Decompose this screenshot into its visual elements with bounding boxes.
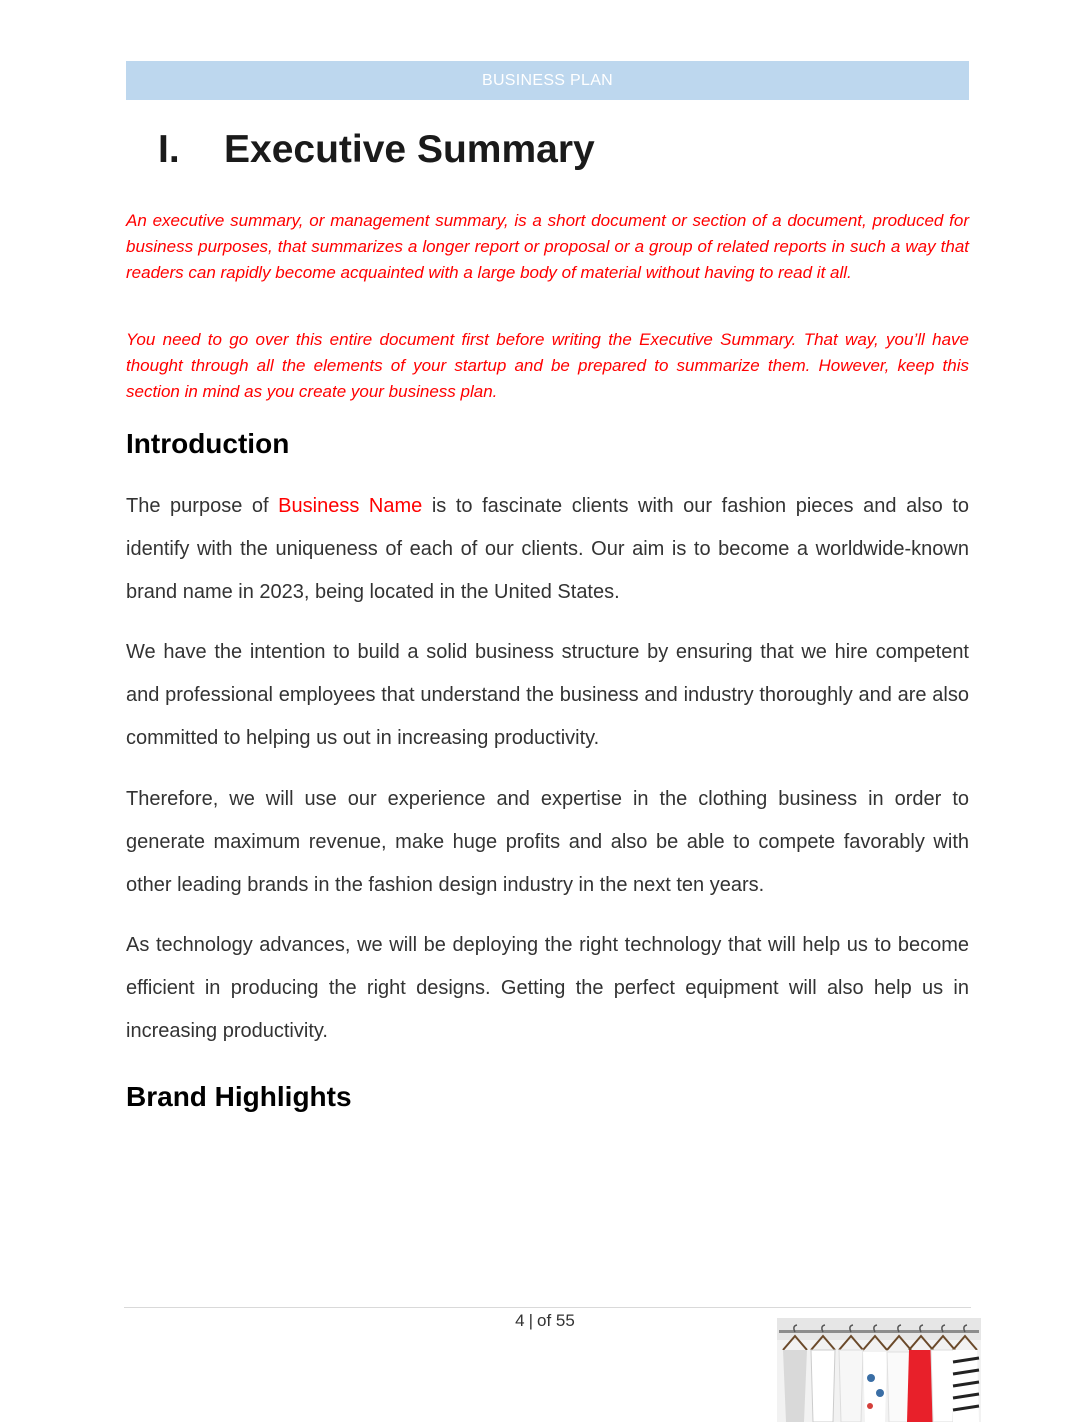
- business-name-placeholder: Business Name: [278, 495, 423, 517]
- brand-highlights-heading: Brand Highlights: [126, 1081, 352, 1112]
- introduction-heading: Introduction: [126, 428, 290, 459]
- clothing-rack-icon: [777, 1318, 981, 1422]
- paragraph-text: is to fascinate clients with our fashion pieces and also to identify with the uniqueness of each of our clients. Our aim is to become a worldwide-known brand name in 2023, being located in the United States.: [126, 495, 970, 603]
- page-current: 4: [515, 1311, 525, 1330]
- page-separator: |: [528, 1311, 534, 1330]
- footer-divider: [124, 1307, 971, 1308]
- instruction-paragraph: An executive summary, or management summary, is a short document or section of a document, produced for business purposes, that summarizes a longer report or proposal or a group of related reports in such a way that readers can rapidly become acquainted with a large body of material without having to read it all.: [126, 211, 969, 282]
- paragraph-text: The purpose of: [126, 495, 279, 517]
- header-band: [126, 61, 969, 100]
- introduction-paragraph: Therefore, we will use our experience and expertise in the clothing business in order to generate maximum revenue, make huge profits and also be able to compete favorably with other leading brands in the fashion design industry in the next ten years.: [126, 788, 969, 896]
- introduction-paragraph: As technology advances, we will be deploying the right technology that will help us to become efficient in producing the right designs. Getting the perfect equipment will also help us in increasing productivity.: [126, 934, 969, 1042]
- header-label: BUSINESS PLAN: [481, 71, 614, 89]
- clothing-rack-image: [777, 1318, 981, 1422]
- introduction-paragraph: [126, 485, 969, 614]
- introduction-paragraph: We have the intention to build a solid business structure by ensuring that we hire competent and professional employees that understand the business and industry thoroughly and are also committed to helping us out in increasing productivity.: [126, 641, 969, 749]
- section-numeral: I.: [158, 128, 180, 171]
- page-total: of 55: [537, 1311, 575, 1330]
- section-title-text: Executive Summary: [224, 128, 595, 171]
- page-title: [158, 128, 595, 172]
- instruction-paragraph: You need to go over this entire document first before writing the Executive Summary. That way, you’ll have thought through all the elements of your startup and be prepared to summarize them. However, keep this section in mind as you create your business plan.: [126, 330, 969, 401]
